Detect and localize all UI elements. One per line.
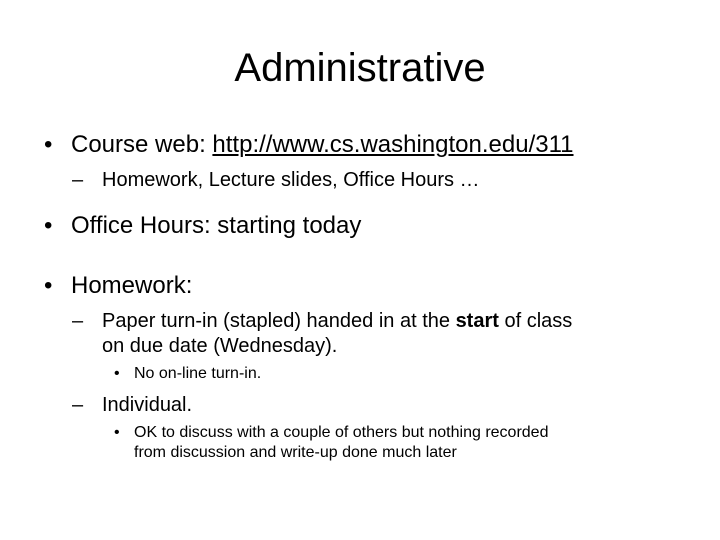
paper-turnin-line2: on due date (Wednesday). (102, 335, 338, 357)
course-web-subitem: Homework, Lecture slides, Office Hours … (102, 169, 480, 191)
individual-item: Individual. (102, 394, 193, 416)
discuss-line1: OK to discuss with a couple of others but nothing recorded (134, 424, 549, 441)
paper-turnin-bold: start (455, 310, 499, 332)
course-web-label: Course web: (71, 131, 206, 158)
paper-turnin-line1 (102, 309, 572, 333)
discuss-line2: from discussion and write-up done much later (134, 444, 457, 461)
dash-bullet: – (72, 169, 84, 191)
bullet: • (44, 131, 53, 158)
bullet: • (44, 272, 53, 299)
course-web-link[interactable]: http://www.cs.washington.edu/311 (212, 131, 574, 158)
no-online-item: No on-line turn-in. (134, 365, 262, 382)
homework-item: Homework: (71, 272, 193, 299)
office-hours-item: Office Hours: starting today (71, 212, 362, 239)
small-bullet: • (114, 365, 120, 382)
dash-bullet: – (72, 310, 84, 332)
dash-bullet: – (72, 394, 84, 416)
course-web-item (71, 131, 574, 159)
slide-title: Administrative (234, 46, 486, 90)
paper-turnin-post: of class (504, 310, 573, 332)
paper-turnin-pre: Paper turn-in (stapled) handed in at the (102, 310, 450, 332)
bullet: • (44, 212, 53, 239)
small-bullet: • (114, 424, 120, 441)
